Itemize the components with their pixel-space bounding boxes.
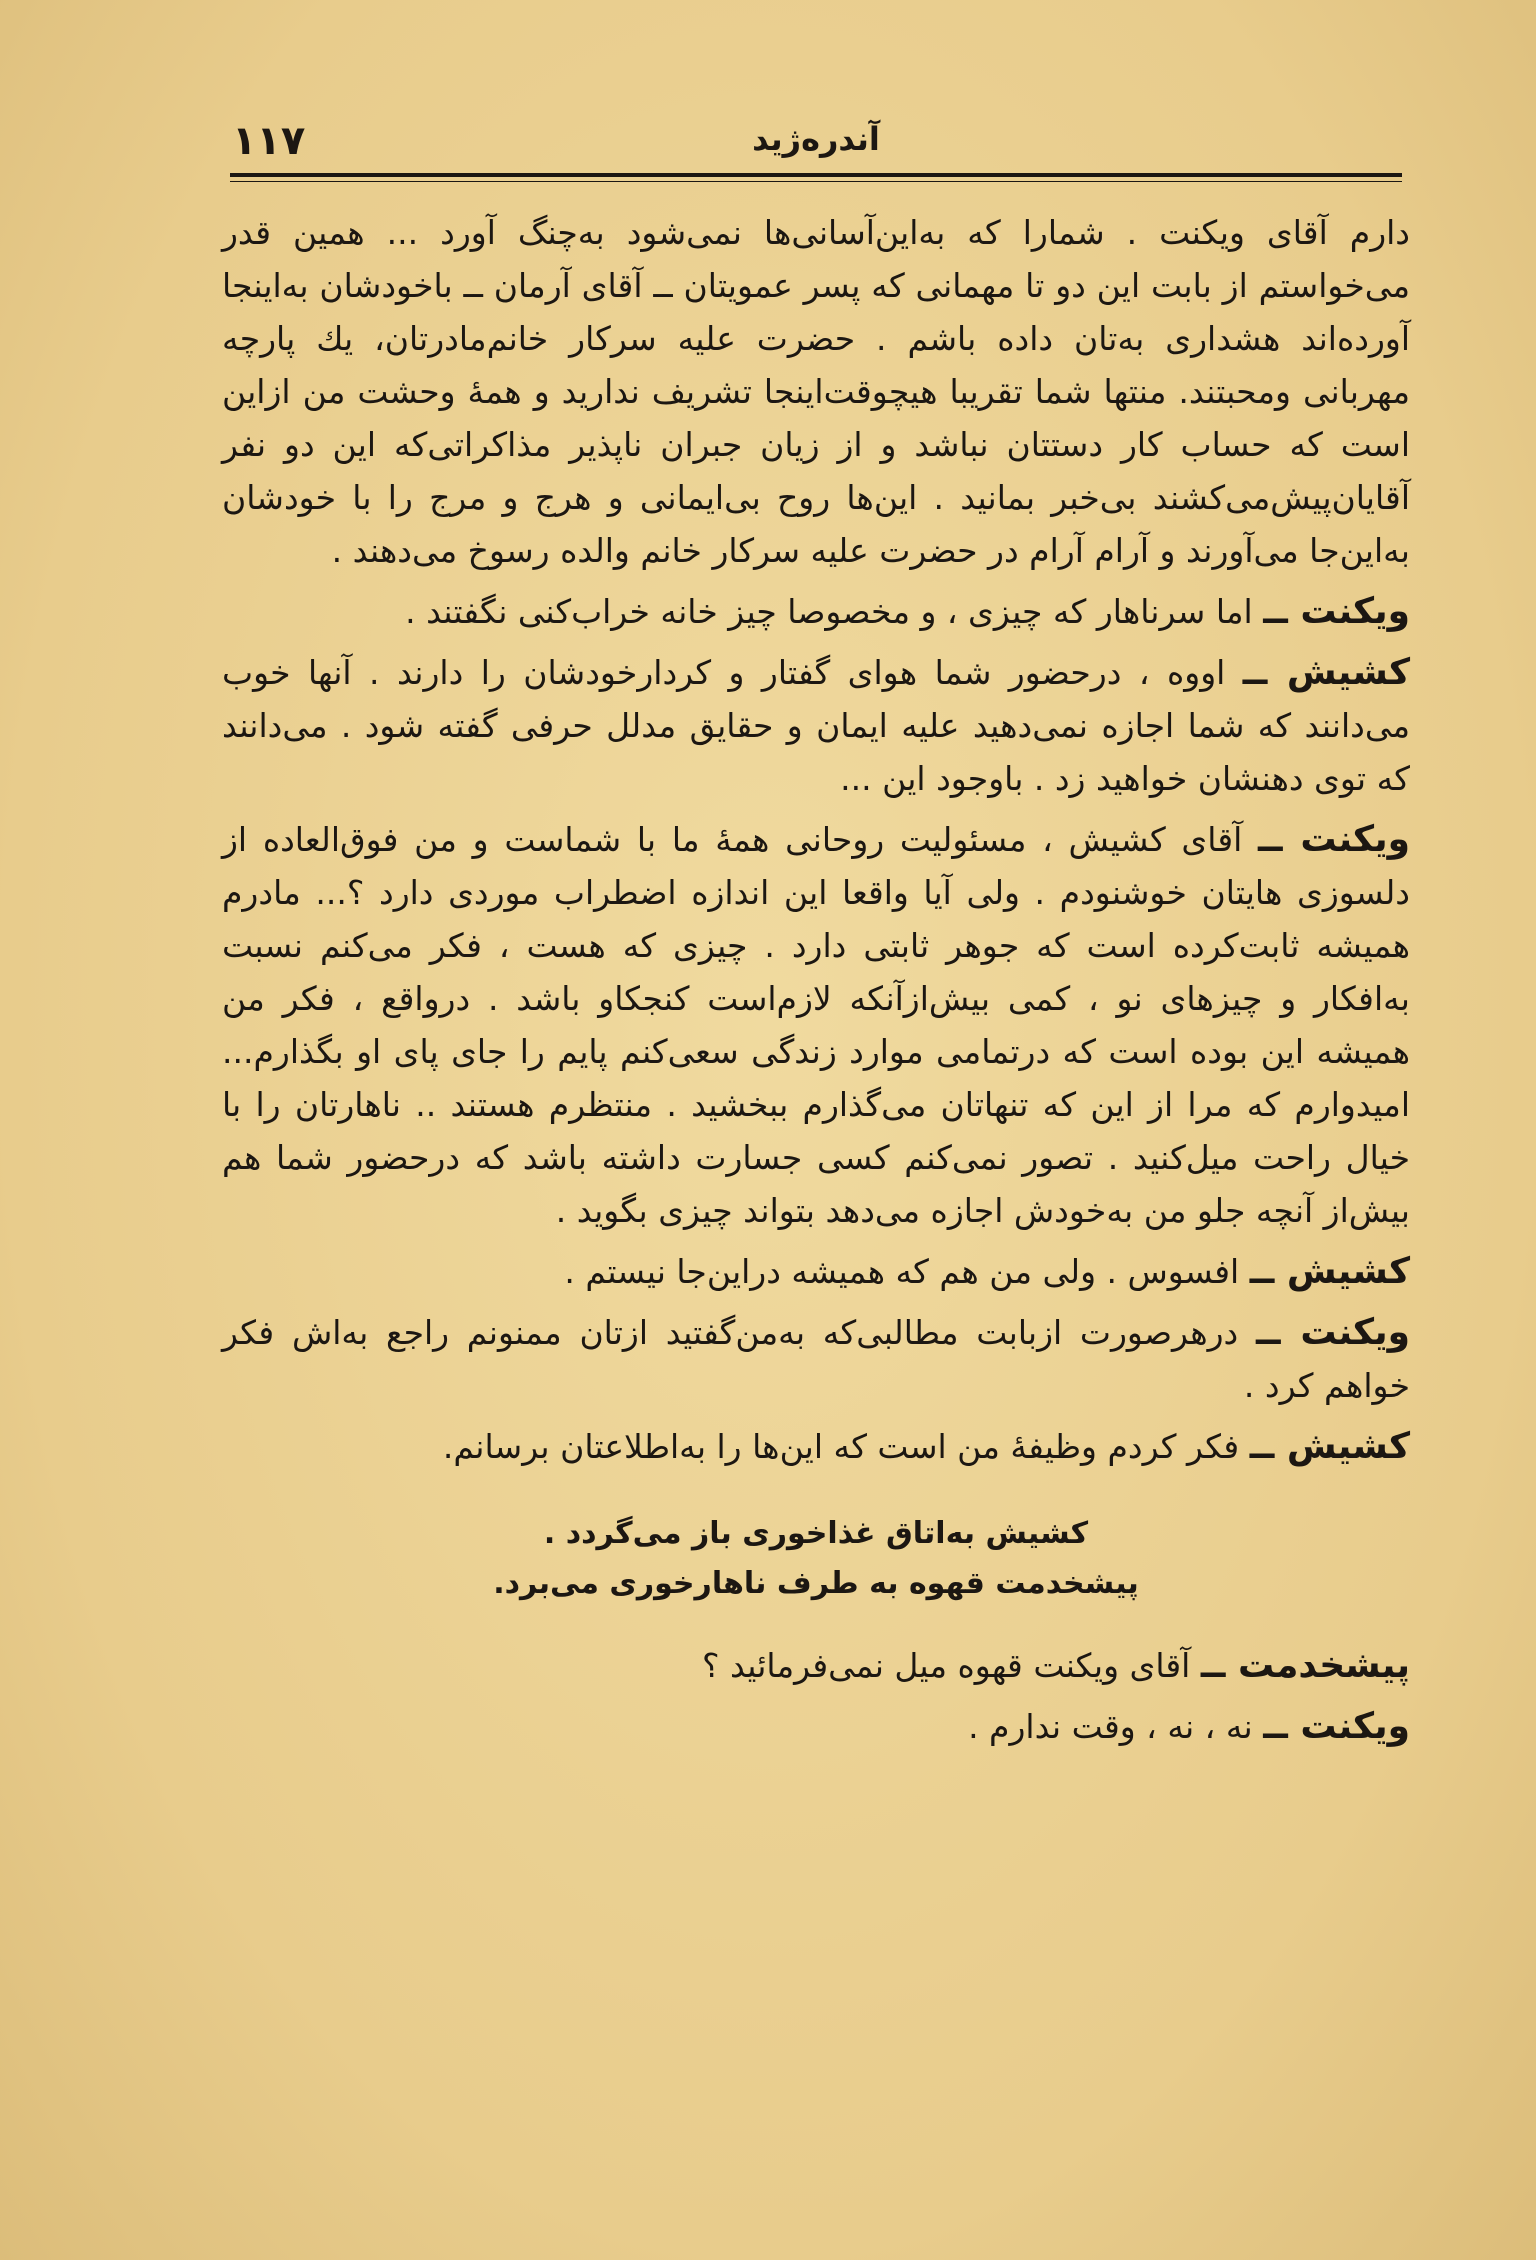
speech-viscount-1 [222, 585, 1410, 638]
speech-text: درهرصورت ازبابت مطالبی‌که به‌من‌گفتید ازتان ممنونم راجع به‌اش فکر خواهم کرد . [222, 1313, 1410, 1405]
speech-text: افسوس . ولی من هم که همیشه دراین‌جا نیستم . [564, 1252, 1240, 1291]
speaker-name: کشیش ــ [1242, 652, 1410, 693]
stage-direction-line: کشیش به‌اتاق غذاخوری باز می‌گردد . [543, 1516, 1089, 1551]
speech-text: آقای کشیش ، مسئولیت روحانی همهٔ ما با شماست و من فوق‌العاده از دلسوزی هایتان خوشنودم . ولی آیا واقعا این اندازه اضطراب موردی دارد ؟... مادرم همیشه ثابت‌کرده است که جوهر ثابتی دارد . چیزی که هست ، فکر می‌کنم نسبت به‌افکار و چیزهای نو ، کمی بیش‌ازآنکه لازم‌است کنجکاو باشد . درواقع ، فکر من همیشه این بوده است که درتمامی موارد زندگی سعی‌کنم پایم را جای پای او بگذارم... امیدوارم که مرا از این که تنهاتان می‌گذارم ببخشید . منتظرم هستند .. ناهارتان را با خیال راحت میل‌کنید . تصور نمی‌کنم کسی جسارت داشته باشد که درحضور شما هم بیش‌از آنچه جلو من به‌خودش اجازه می‌دهد بتواند چیزی بگوید . [222, 820, 1410, 1230]
speech-viscount-2 [222, 813, 1410, 1237]
speaker-name: کشیش ــ [1249, 1426, 1410, 1467]
speaker-name: ویکنت ــ [1263, 1706, 1410, 1747]
header-rule-thin [230, 181, 1402, 182]
speech-viscount-3 [222, 1306, 1410, 1412]
speech-text: آقای ویکنت قهوه میل نمی‌فرمائید ؟ [701, 1646, 1191, 1685]
speech-priest-3 [222, 1420, 1410, 1473]
speech-priest-2 [222, 1245, 1410, 1298]
page-header [232, 118, 1400, 178]
speaker-name: ویکنت ــ [1257, 819, 1410, 860]
speaker-name: ویکنت ــ [1255, 1312, 1410, 1353]
speech-priest-1 [222, 646, 1410, 805]
speaker-name: ویکنت ــ [1263, 591, 1410, 632]
speech-servant-1 [222, 1639, 1410, 1692]
speech-text: اووه ، درحضور شما هوای گفتار و کردارخودشان را دارند . آنها خوب می‌دانند که شما اجازه نمی‌دهید علیه ایمان و حقایق مدلل حرفی گفته شود . می‌دانند که توی دهنشان خواهید زد . باوجود این ... [222, 653, 1410, 798]
header-rule-thick [230, 173, 1402, 177]
speech-text: نه ، نه ، وقت ندارم . [968, 1707, 1253, 1746]
stage-direction-line: پیشخدمت قهوه به طرف ناهارخوری می‌برد. [493, 1566, 1139, 1601]
speech-text: اما سرناهار که چیزی ، و مخصوصا چیز خانه خراب‌کنی نگفتند . [405, 592, 1253, 631]
page-number: ۱۱۷ [232, 118, 306, 164]
page-body [222, 206, 1410, 1753]
stage-direction [222, 1509, 1410, 1609]
running-title: آندره‌ژید [752, 120, 880, 158]
opening-paragraph: دارم آقای ویکنت . شمارا که به‌این‌آسانی‌ها نمی‌شود به‌چنگ آورد ... همین قدر می‌خواستم از بابت این دو تا مهمانی که پسر عمویتان ــ آقای آرمان ــ باخودشان به‌اینجا آورده‌اند هشداری به‌تان داده باشم . حضرت علیه سرکار خانم‌مادرتان، یك پارچه مهربانی ومحبتند. منتها شما تقریبا هیچوقت‌اینجا تشریف ندارید و همهٔ وحشت من ازاین است که حساب کار دستتان نباشد و از زیان جبران ناپذیر مذاکراتی‌که این دو نفر آقایان‌پیش‌می‌کشند بی‌خبر بمانید . این‌ها روح بی‌ایمانی و هرج و مرج را با خودشان به‌این‌جا می‌آورند و آرام آرام در حضرت علیه سرکار خانم والده رسوخ می‌دهند . [222, 213, 1410, 570]
speaker-name: پیشخدمت ــ [1200, 1645, 1410, 1686]
speaker-name: کشیش ــ [1249, 1251, 1410, 1292]
speech-text: فکر کردم وظیفهٔ من است که این‌ها را به‌اطلاعتان برسانم. [442, 1427, 1240, 1466]
speech-viscount-4 [222, 1700, 1410, 1753]
